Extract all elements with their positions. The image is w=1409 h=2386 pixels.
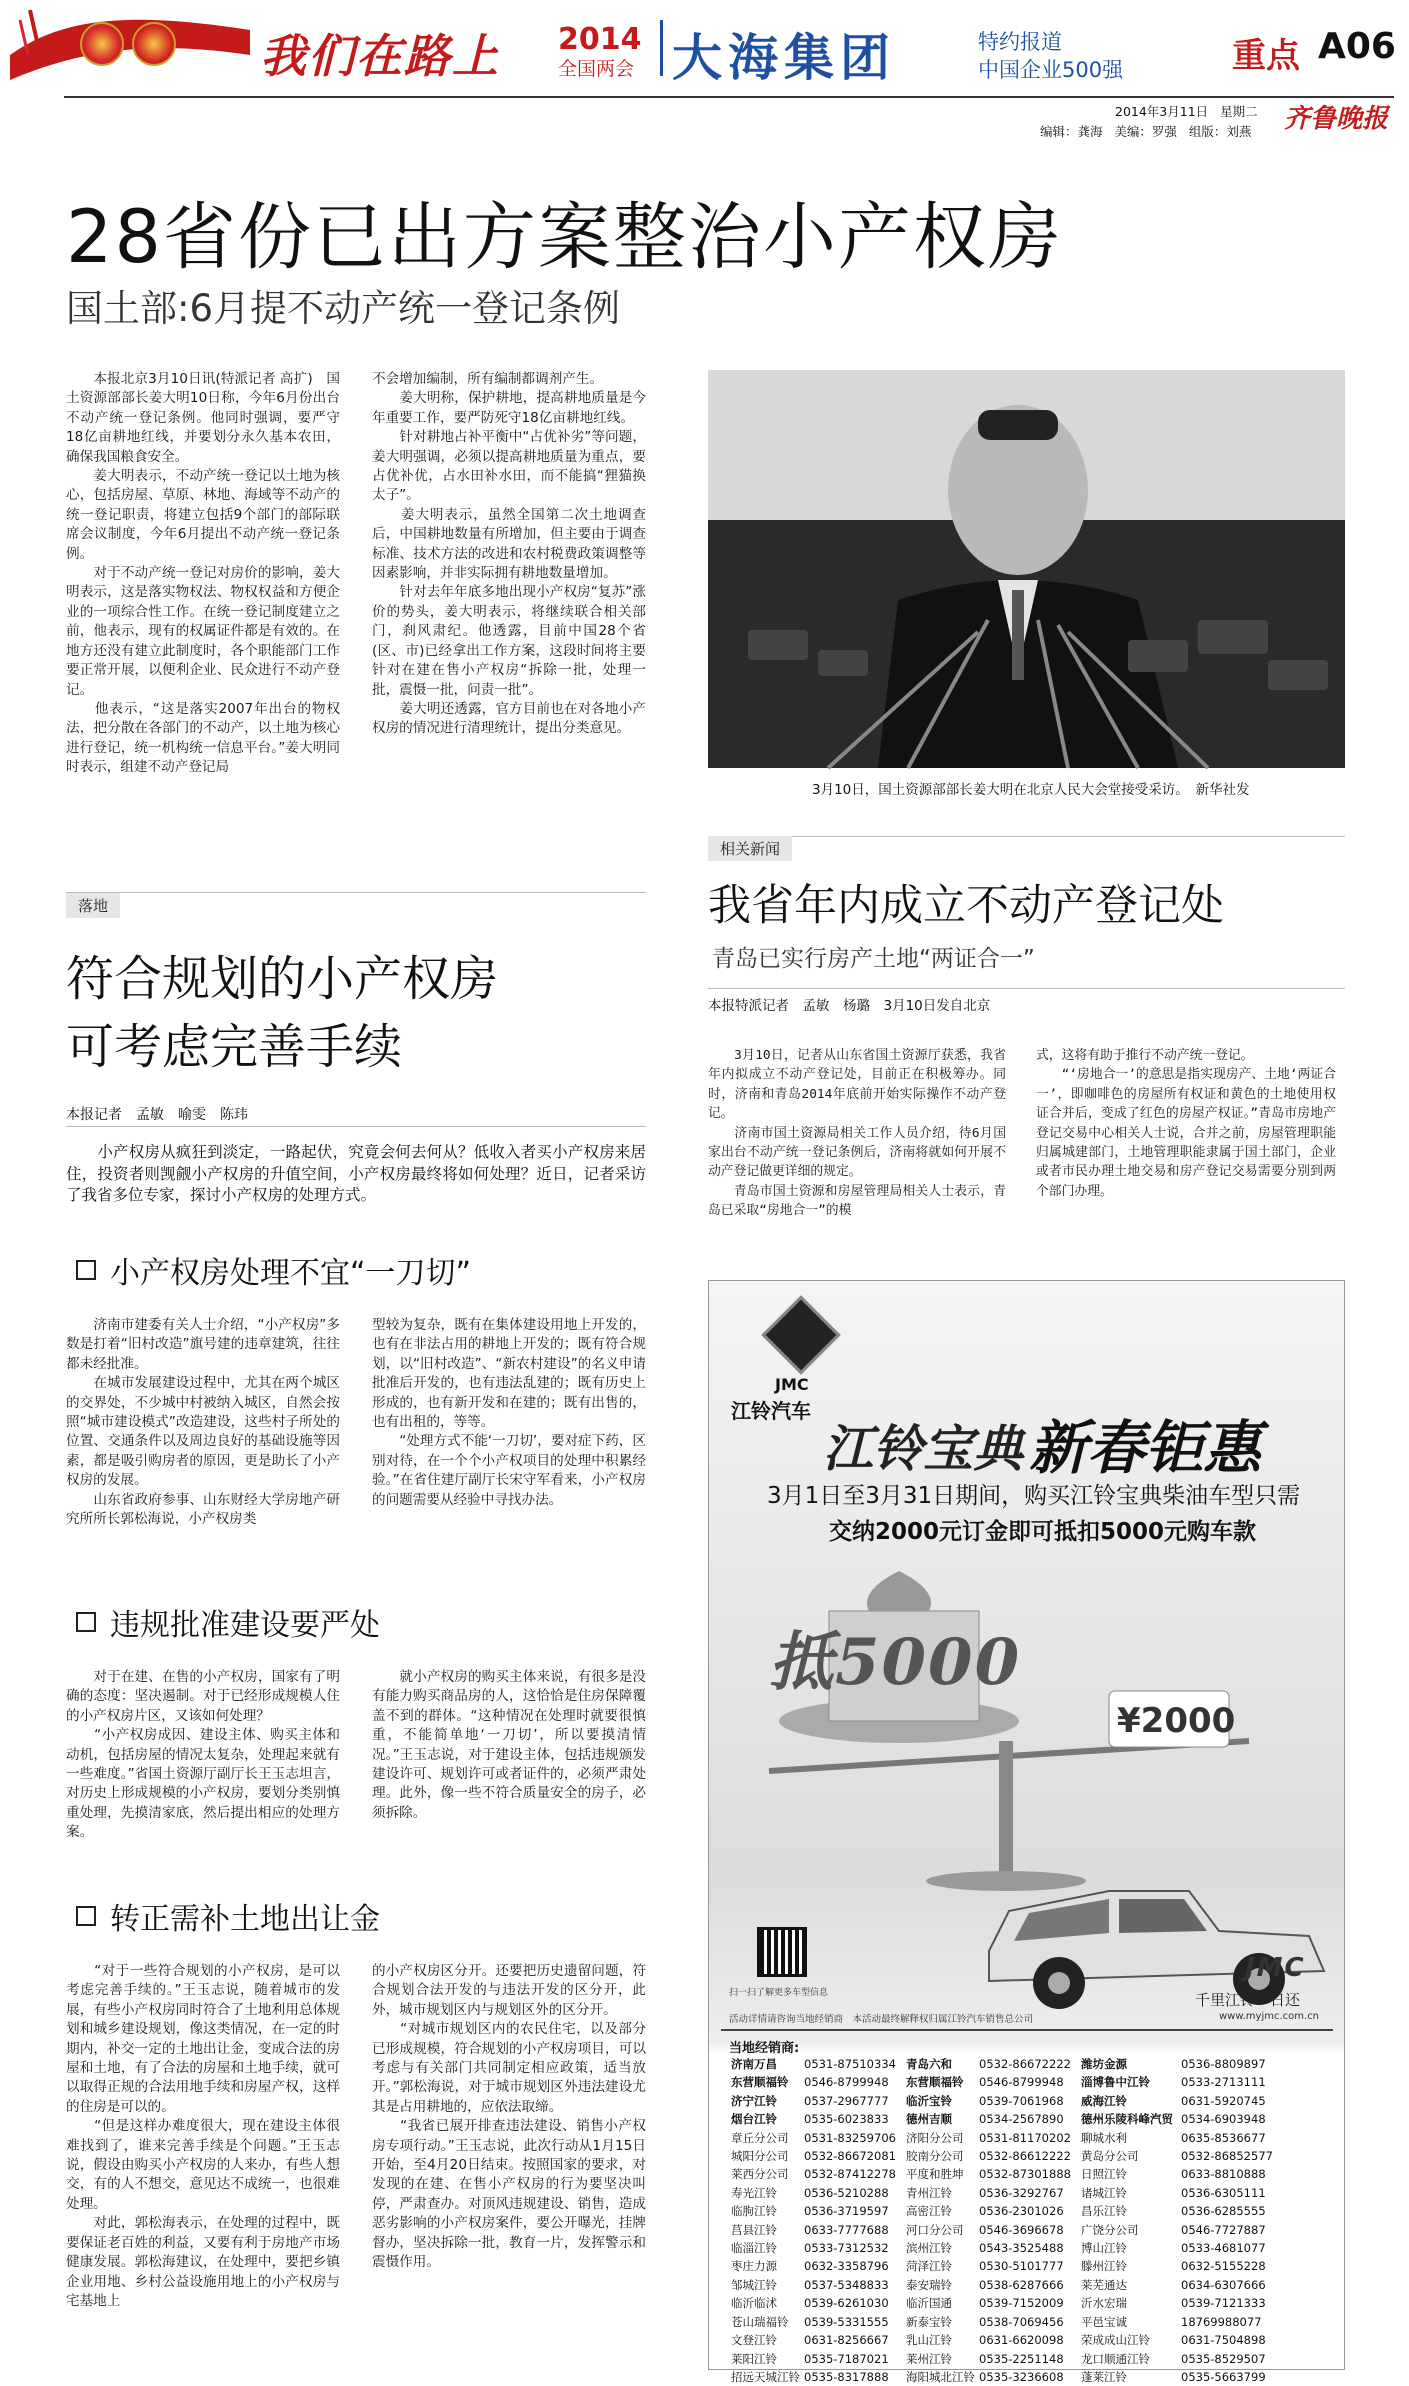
dealer-name: 文登江铃 (731, 2333, 777, 2348)
section-2-title-text: 违规批准建设要严处 (110, 1608, 380, 1643)
main-story-col1: 本报北京3月10日讯(特派记者 高扩) 国土资源部部长姜大明10日称，今年6月份出台不动产统一登记条例。他同时强调，要严守18亿亩耕地红线，并要划分永久基本农田，确保我国粮食安全。 姜大明表示，不动产统一登记以土地为核心，包括房屋、草原、林地、海域等不动产的统一登记职责，将建立包括9个部门的部际联席会议制度，今年6月提出不动产统一登记条例。 对于不动产统一登记对房价的影响，姜大明表示，这是落实物权法、物权权益和方便企业的一项综合性工作。在统一登记制度建立之前，他表示，现有的权属证件都是有效的。在地方还没有建立此制度时，各个职能部门工作要正常开展，以便利企业、民众进行不动产登记。 他表示，“这是落实2007年出台的物权法，把分散在各部门的不动产，以土地为核心进行登记，统一机构统一信息平台。”姜大明同时表示，组建不动产登记局 (66, 371, 340, 776)
dealer-row (729, 2368, 1275, 2386)
ad-rule (721, 2029, 1333, 2031)
dealer-phone: 0538-7069456 (979, 2314, 1064, 2329)
main-subhead: 国土部:6月提不动产统一登记条例 (66, 287, 621, 330)
dealer-phone: 0635-8536677 (1181, 2130, 1266, 2145)
section-3-col2: 的小产权房区分开。还要把历史遗留问题，符合规划合法开发的与违法开发的区分开，此外，城市规划区内与规划区外的区分开。 “对城市规划区内的农民住宅，以及部分已形成规模，符合规划的小产权房项目，可以考虑与有关部门共同制定相应政策，适当放开。”郭松海说，对于城市规划区外违法建设尤其是占用耕地的，应依法取缔。 “我省已展开排查违法建设、销售小产权房专项行动。”王玉志说，此次行动从1月15日开始，至4月20日结束。按照国家的要求，对发现的在建、在售小产权房的行为要坚决叫停，严肃查办。对顶风违规建设、销售，造成恶劣影响的小产权房案件，要公开曝光，挂牌督办，坚决拆除一批，教育一片，发挥警示和震慑作用。 (372, 1963, 646, 2271)
section-label: 重点 (1232, 36, 1300, 76)
dealer-name: 临朐江铃 (731, 2204, 777, 2219)
dealer-phone: 0534-6903948 (1181, 2112, 1266, 2127)
dealer-phone: 0532-86612222 (979, 2149, 1071, 2164)
related-tag (708, 836, 1345, 860)
masthead-rule (64, 96, 1394, 98)
dealer-name: 济南万昌 (731, 2057, 777, 2071)
dealer-phone: 0538-6287666 (979, 2277, 1064, 2292)
related-subhead: 青岛已实行房产土地“两证合一” (712, 946, 1035, 972)
related-col1: 3月10日，记者从山东省国土资源厅获悉，我省年内拟成立不动产登记处，目前正在积极筹办。同时，济南和青岛2014年底前开始实际操作不动产登记。 济南市国土资源局相关工作人员介绍，待6月国家出台不动产统一登记条例后，济南将就如何开展不动产登记做更详细的规定。 青岛市国土资源和房屋管理局相关人士表示，青岛已采取“房地合一”的模 (708, 1048, 1006, 1219)
square-bullet-icon (76, 1260, 96, 1280)
section-3-col1: “对于一些符合规划的小产权房，是可以考虑完善手续的。”王玉志说，随着城市的发展，有些小产权房同时符合了土地利用总体规划和城乡建设规划，像这类情况，在一定的时期内，补交一定的土地出让金，变成合法的房屋和土地，有了合法的房屋和土地手续，就可以取得正规的合法用地手续和房屋产权，这样的住房是可以的。 “但是这样办难度很大，现在建设主体很难找到了，谁来完善手续是个问题。”王玉志说，假设由购买小产权房的人来办，有些人想交，有的人不想交，意见达不成统一，也很难处理。 对此，郭松海表示，在处理的过程中，既要保证老百姓的利益，又要有利于房地产市场健康发展。郭松海建议，在处理中，要把乡镇企业用地、乡村公益设施用地上的小产权房与宅基地上 (66, 1963, 340, 2309)
dealer-name: 莱西分公司 (731, 2167, 789, 2182)
photo-illustration (708, 370, 1345, 768)
dealer-phone: 0543-3525488 (979, 2241, 1064, 2256)
dealer-phone: 0546-8799948 (979, 2075, 1064, 2090)
main-story-col2: 不会增加编制，所有编制都调剂产生。 姜大明称，保护耕地，提高耕地质量是今年重要工作，要严防死守18亿亩耕地红线。 针对耕地占补平衡中“占优补劣”等问题，姜大明强调，必须以提高耕地质量为重点，要占优补优，占水田补水田，而不能搞“狸猫换太子”。 姜大明表示，虽然全国第二次土地调查后，中国耕地数量有所增加，但主要由于调查标准、技术方法的改进和农村税费政策调整等因素影响，并非实际拥有耕地数量增加。 针对去年年底多地出现小产权房“复苏”涨价的势头，姜大明表示，将继续联合相关部门，刹风肃纪。他透露，目前中国28个省(区、市)已经拿出工作方案，这段时间将主要针对在建在售小产权房“拆除一批，处理一批，震慑一批，问责一批”。 姜大明还透露，官方目前也在对各地小产权房的情况进行清理统计，提出分类意见。 (372, 371, 646, 737)
dealer-row (729, 2239, 1275, 2257)
main-headline: 28省份已出方案整治小产权房 (66, 195, 1063, 280)
news-photo (708, 370, 1345, 768)
dealer-name: 龙口顺通江铃 (1081, 2351, 1150, 2366)
dealer-row (729, 2055, 1275, 2073)
dealer-name: 枣庄力源 (731, 2259, 777, 2274)
sponsor-sub1: 特约报道 (978, 30, 1062, 54)
section-3-title-text: 转正需补土地出让金 (110, 1902, 380, 1937)
dealer-phone: 0535-8317888 (804, 2369, 889, 2384)
ad-promo-line2: 交纳2000元订金即可抵扣5000元购车款 (829, 1519, 1257, 1545)
dealer-phone: 0533-7312532 (804, 2241, 889, 2256)
dealer-phone: 0531-87510334 (804, 2057, 896, 2071)
dealer-name: 烟台江铃 (731, 2112, 777, 2127)
dealer-name: 平度和胜坤 (906, 2167, 964, 2182)
dealer-name: 寿光江铃 (731, 2185, 777, 2200)
dealer-phone: 0532-87301888 (979, 2167, 1071, 2182)
dealer-phone: 0536-6305111 (1181, 2185, 1266, 2200)
dealer-name: 沂水宏瑞 (1081, 2296, 1127, 2311)
section-2-col1: 对于在建、在售的小产权房，国家有了明确的态度：坚决遏制。对于已经形成规模人住的小产权房片区，又该如何处理？ “小产权房成因、建设主体、购买主体和动机，包括房屋的情况太复杂，处理起来就有一些难度。”省国土资源厅副厅长王玉志坦言，对历史上形成规模的小产权房，要划分类别慎重处理，先摸清家底，然后提出相应的处理方案。 (66, 1669, 340, 1841)
dealer-phone: 0532-86672081 (804, 2149, 896, 2164)
dealer-name: 新泰宝铃 (906, 2314, 952, 2329)
dealer-row (729, 2110, 1275, 2128)
ad-brand-en: JMC (775, 1375, 809, 1394)
dealer-row (729, 2073, 1275, 2091)
dealer-name: 东营顺福铃 (731, 2075, 789, 2090)
square-bullet-icon (76, 1612, 96, 1632)
qr-note: 扫一扫了解更多车型信息 (729, 1988, 829, 1998)
dealer-row (729, 2350, 1275, 2368)
dealer-name: 高密江铃 (906, 2204, 952, 2219)
dealer-row (729, 2313, 1275, 2331)
dealer-phone: 0535-7187021 (804, 2351, 889, 2366)
dealer-phone: 0631-5920745 (1181, 2093, 1266, 2108)
related-rule (708, 988, 1345, 989)
dealer-phone: 0536-3292767 (979, 2185, 1064, 2200)
dealer-name: 临沂临沭 (731, 2296, 777, 2311)
qr-code-icon (757, 1927, 807, 1977)
dealer-phone: 0633-8810888 (1181, 2167, 1266, 2182)
dealer-name: 莒县江铃 (731, 2222, 777, 2237)
dealer-phone: 0536-5210288 (804, 2185, 889, 2200)
ad-website: www.myjmc.com.cn (1219, 2011, 1320, 2022)
dealer-name: 诸城江铃 (1081, 2185, 1127, 2200)
dealer-row (729, 2294, 1275, 2312)
ribbon-decoration (0, 0, 260, 96)
editor-credits: 编辑：龚海 美编：罗强 组版：刘燕 (1040, 124, 1252, 139)
ad-brand-cn: 江铃汽车 (731, 1399, 811, 1423)
photo-caption: 3月10日，国土资源部部长姜大明在北京人民大会堂接受采访。 新华社发 (812, 782, 1250, 798)
dealer-phone: 0537-2967777 (804, 2093, 889, 2108)
dealers-title: 当地经销商: (729, 2041, 800, 2056)
ad-title-part1: 江铃宝典 (823, 1419, 1023, 1478)
dealer-name: 临沂宝铃 (906, 2093, 952, 2108)
feature-tag-bar (66, 892, 646, 916)
masthead (0, 0, 1409, 96)
dealer-row (729, 2092, 1275, 2110)
dealer-row (729, 2276, 1275, 2294)
dealer-row (729, 2147, 1275, 2165)
dealer-name: 平邑宝诚 (1081, 2314, 1127, 2329)
dealer-name: 泰安瑞铃 (906, 2277, 952, 2292)
dealer-name: 青州江铃 (906, 2185, 952, 2200)
dealer-name: 昌乐江铃 (1081, 2204, 1127, 2219)
dealer-name: 滨州江铃 (906, 2241, 952, 2256)
ad-price-tag: ¥2000 (1117, 1701, 1236, 1741)
dealer-name: 济宁江铃 (731, 2093, 777, 2108)
dealer-name: 滕州江铃 (1081, 2259, 1127, 2274)
dealer-phone: 0532-87412278 (804, 2167, 896, 2182)
dealer-phone: 0535-3236608 (979, 2369, 1064, 2384)
dealer-phone: 0531-81170202 (979, 2130, 1071, 2145)
dealer-row (729, 2331, 1275, 2349)
dealer-phone: 0546-8799948 (804, 2075, 889, 2090)
dealer-phone: 0634-6307666 (1181, 2277, 1266, 2292)
feature-lead: 小产权房从疯狂到淡定，一路起伏，究竟会何去何从？低收入者买小产权房来居住，投资者则觊觎小产权房的升值空间，小产权房最终将如何处理？近日，记者采访了我省多位专家，探讨小产权房的处理方式。 (66, 1143, 646, 1204)
dealer-phone: 18769988077 (1181, 2314, 1262, 2329)
section-2-title (76, 1600, 380, 1644)
dealer-name: 东营顺福铃 (906, 2075, 964, 2090)
dealer-phone: 0546-7727887 (1181, 2222, 1266, 2237)
feature-headline-line1: 符合规划的小产权房 (66, 951, 499, 1007)
dealer-name: 黄岛分公司 (1081, 2149, 1139, 2164)
section-1-title (76, 1248, 471, 1292)
dealer-phone: 0633-7777688 (804, 2222, 889, 2237)
dealer-name: 聊城水利 (1081, 2130, 1127, 2145)
masthead-meeting: 全国两会 (558, 58, 635, 80)
ad-slogan: 千里江铃一日还 (1195, 1991, 1301, 2009)
page-number: A06 (1318, 26, 1396, 67)
related-col2: 式，这将有助于推行不动产统一登记。 “‘房地合一’的意思是指实现房产、土地‘两证合一’，即咖啡色的房屋所有权证和黄色的土地使用权证合并后，变成了红色的房屋产权证。”青岛市房地产登记交易中心相关人士说，合并之前，房屋管理职能归属城建部门，土地管理职能隶属于国土部门，企业或者市民办理土地交易和房产登记交易需要分别到两个部门办理。 (1036, 1048, 1336, 1199)
dealer-phone: 0532-86852577 (1181, 2149, 1273, 2164)
dealer-name: 临淄江铃 (731, 2241, 777, 2256)
dealer-phone: 0537-5348833 (804, 2277, 889, 2292)
dealer-phone: 0546-3696678 (979, 2222, 1064, 2237)
dealer-phone: 0535-2251148 (979, 2351, 1064, 2366)
dealer-phone: 0536-6285555 (1181, 2204, 1266, 2219)
related-headline: 我省年内成立不动产登记处 (708, 881, 1224, 931)
dealer-name: 莱阳江铃 (731, 2351, 777, 2366)
dealer-phone: 0531-83259706 (804, 2130, 896, 2145)
ad-contact: 活动详情请咨询当地经销商 本活动最终解释权归属江铃汽车销售总公司 (729, 2014, 1034, 2025)
dealer-phone: 0530-5101777 (979, 2259, 1064, 2274)
dealer-row (729, 2184, 1275, 2202)
campaign-title: 我们在路上 (260, 29, 500, 83)
dealer-phone: 0631-7504898 (1181, 2333, 1266, 2348)
dealer-phone: 0632-5155228 (1181, 2259, 1266, 2274)
dealer-name: 河口分公司 (906, 2222, 964, 2237)
dealer-name: 胶南分公司 (906, 2149, 964, 2164)
dealer-name: 招远天城江铃 (731, 2369, 800, 2384)
dealer-phone: 0535-8529507 (1181, 2351, 1266, 2366)
dealer-name: 博山江铃 (1081, 2241, 1127, 2256)
dealer-phone: 0533-4681077 (1181, 2241, 1266, 2256)
ad-big-discount: 抵5000 (769, 1625, 1022, 1700)
dealer-name: 广饶分公司 (1081, 2222, 1139, 2237)
dealer-phone: 0536-8809897 (1181, 2057, 1266, 2071)
dealer-name: 乳山江铃 (906, 2333, 952, 2348)
dealer-name: 章丘分公司 (731, 2130, 789, 2145)
square-bullet-icon (76, 1906, 96, 1926)
dealer-phone: 0536-3719597 (804, 2204, 889, 2219)
dealer-name: 邹城江铃 (731, 2277, 777, 2292)
dealer-phone: 0535-6023833 (804, 2112, 889, 2127)
dealer-row (729, 2129, 1275, 2147)
dealer-phone: 0632-3358796 (804, 2259, 889, 2274)
dealer-name: 蓬莱江铃 (1081, 2369, 1127, 2384)
dealer-phone: 0539-5331555 (804, 2314, 889, 2329)
dealer-name: 菏泽江铃 (906, 2259, 952, 2274)
masthead-divider (660, 20, 663, 76)
dealer-name: 潍坊金源 (1081, 2057, 1127, 2071)
state-emblem-icon (132, 22, 176, 66)
jmc-logo: JMC (1245, 1953, 1306, 1983)
feature-tag-label: 落地 (66, 893, 120, 918)
dealer-phone: 0631-6620098 (979, 2333, 1064, 2348)
dealer-phone: 0532-86672222 (979, 2057, 1071, 2071)
section-3-title (76, 1894, 380, 1938)
paper-name: 齐鲁晚报 (1284, 104, 1389, 134)
dealer-phone: 0539-7061968 (979, 2093, 1064, 2108)
dealer-phone: 0539-7152009 (979, 2296, 1064, 2311)
feature-headline-line2: 可考虑完善手续 (66, 1019, 403, 1075)
dealer-phone: 0631-8256667 (804, 2333, 889, 2348)
dealer-name: 荣成成山江铃 (1081, 2333, 1150, 2348)
dealer-row (729, 2165, 1275, 2183)
section-1-col2: 型较为复杂，既有在集体建设用地上开发的，也有在非法占用的耕地上开发的；既有符合规划，以“旧村改造”、“新农村建设”的名义申请批准后开发的，也有违法乱建的；既有历史上形成的，也有新开发和在建的；既有出售的，也有出租的，等等。 “处理方式不能‘一刀切’，要对症下药，区别对待，在一个个小产权项目的处理中积累经验。”在省住建厅副厅长宋守军看来，小产权房的问题需要从经验中寻找办法。 (372, 1317, 646, 1508)
masthead-year: 2014 (558, 22, 642, 57)
dealer-name: 青岛六和 (906, 2057, 952, 2071)
dealer-phone: 0536-2301026 (979, 2204, 1064, 2219)
dealer-table (729, 2055, 1275, 2386)
ad-promo-line1: 3月1日至3月31日期间，购买江铃宝典柴油车型只需 (767, 1483, 1301, 1509)
sponsor-name: 大海集团 (672, 29, 896, 87)
dealer-name: 莱芜通达 (1081, 2277, 1127, 2292)
dealer-name: 苍山瑞福铃 (731, 2314, 789, 2329)
related-tag-label: 相关新闻 (708, 836, 792, 861)
dealer-phone: 0534-2567890 (979, 2112, 1064, 2127)
dealer-name: 济阳分公司 (906, 2130, 964, 2145)
dealer-row (729, 2257, 1275, 2275)
dealer-row (729, 2202, 1275, 2220)
dealer-name: 德州吉顺 (906, 2112, 952, 2127)
dealer-row (729, 2221, 1275, 2239)
dealer-phone: 0535-5663799 (1181, 2369, 1266, 2384)
dealer-name: 德州乐陵科峰汽贸 (1081, 2112, 1173, 2127)
sponsor-sub2: 中国企业500强 (978, 58, 1124, 82)
issue-date: 2014年3月11日 星期二 (1115, 104, 1258, 119)
dealer-name: 临沂国通 (906, 2296, 952, 2311)
feature-byline: 本报记者 孟敏 喻雯 陈玮 (66, 1107, 248, 1123)
dealer-phone: 0533-2713111 (1181, 2075, 1266, 2090)
feature-byline-rule (66, 1126, 646, 1127)
dealer-name: 日照江铃 (1081, 2167, 1127, 2182)
dealer-name: 威海江铃 (1081, 2093, 1127, 2108)
jmc-emblem-icon (761, 1295, 840, 1374)
dealer-name: 城阳分公司 (731, 2149, 789, 2164)
ad-title-part2: 新春钜惠 (1029, 1414, 1262, 1482)
dealer-name: 海阳城北江铃 (906, 2369, 975, 2384)
party-emblem-icon (80, 22, 124, 66)
section-1-col1: 济南市建委有关人士介绍，“小产权房”多数是打着“旧村改造”旗号建的违章建筑，往往都未经批准。 在城市发展建设过程中，尤其在两个城区的交界处，不少城中村被纳入城区，自然会按照“城市建设模式”改造建设，这些村子所处的位置、交通条件以及周边良好的基础设施等因素，都是吸引购房者的原因，更是助长了小产权房的发展。 山东省政府参事、山东财经大学房地产研究所所长郭松海说，小产权房类 (66, 1317, 340, 1528)
dealer-phone: 0539-7121333 (1181, 2296, 1266, 2311)
car-advertisement (708, 1280, 1345, 2384)
dealer-name: 淄博鲁中江铃 (1081, 2075, 1150, 2090)
related-byline: 本报特派记者 孟敏 杨璐 3月10日发自北京 (708, 998, 991, 1014)
dealer-name: 莱州江铃 (906, 2351, 952, 2366)
section-1-title-text: 小产权房处理不宜“一刀切” (110, 1256, 472, 1291)
dealer-phone: 0539-6261030 (804, 2296, 889, 2311)
section-2-col2: 就小产权房的购买主体来说，有很多是没有能力购买商品房的人，这恰恰是住房保障覆盖不到的群体。“这种情况在处理时就要很慎重，不能简单地‘一刀切’，所以要摸清情况。”王玉志说，对于建设主体，包括违规颁发建设许可、规划许可或者证件的，必须严肃处理。此外，像一些不符合质量安全的房子，必须拆除。 (372, 1669, 646, 1821)
